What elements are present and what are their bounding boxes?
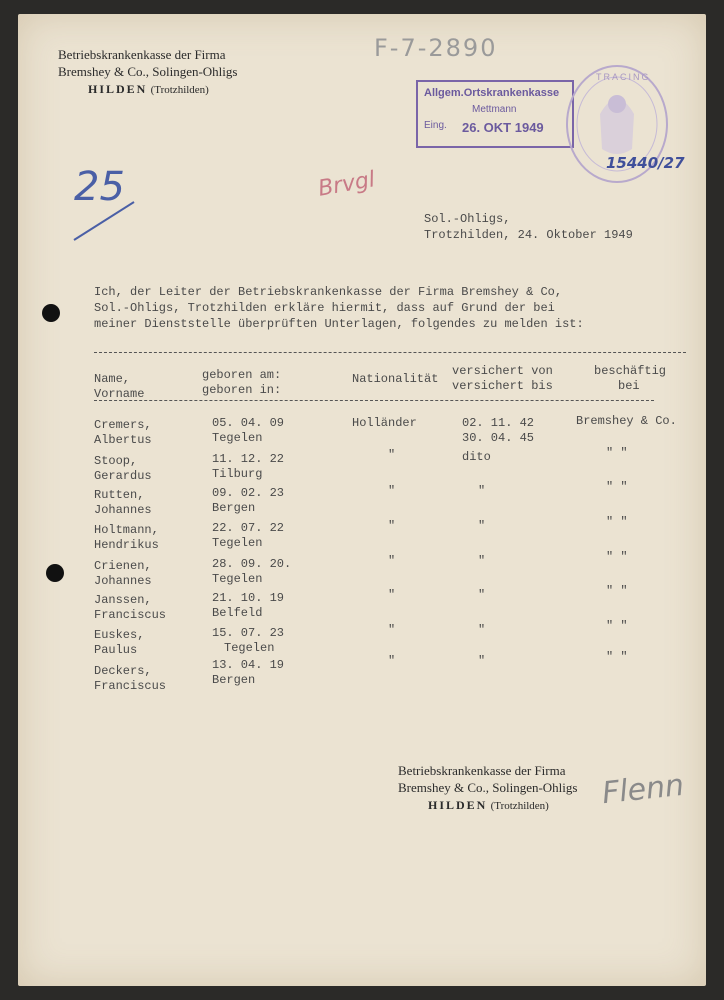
- document-page: [18, 14, 706, 986]
- firstname: Johannes: [94, 574, 152, 588]
- birth-info: [212, 416, 284, 446]
- insured-period: [462, 416, 534, 446]
- letterhead-city-sub: (Trotzhilden): [150, 84, 209, 96]
- letterhead-line3: [58, 80, 237, 99]
- body-text-line2: Sol.-Ohligs, Trotzhilden erkläre hiermit, dass auf Grund der bei: [94, 301, 555, 315]
- header-name-line2: Vorname: [94, 387, 145, 401]
- header-employed-line2: bei: [618, 379, 640, 393]
- closing-stamp-city: HILDEN: [428, 798, 488, 812]
- table-row: [94, 523, 159, 553]
- closing-stamp-line1: Betriebskrankenkasse der Firma: [398, 763, 566, 778]
- header-nationality: Nationalität: [352, 372, 439, 386]
- employer: " ": [606, 480, 628, 494]
- birth-place: Tegelen: [212, 572, 263, 586]
- place-line: Sol.-Ohligs,: [424, 212, 511, 226]
- firstname: Gerardus: [94, 469, 152, 483]
- table-row: [94, 454, 152, 484]
- firstname: Hendrikus: [94, 538, 159, 552]
- birth-place: Tegelen: [212, 536, 263, 550]
- nationality: Holländer: [352, 416, 417, 430]
- nationality: ": [388, 654, 396, 668]
- insured-from: ": [478, 654, 486, 668]
- header-name: [94, 372, 144, 402]
- received-stamp-eing: Eing.: [424, 120, 447, 131]
- birth-date: 05. 04. 09: [212, 416, 285, 430]
- birth-place: Tegelen: [224, 641, 275, 655]
- header-employed: [594, 364, 666, 394]
- header-born-line1: geboren am:: [202, 368, 282, 382]
- birth-info: [212, 626, 284, 656]
- surname: Deckers,: [94, 664, 152, 678]
- birth-date: 13. 04. 19: [212, 658, 285, 672]
- body-text-line3: meiner Dienststelle überprüften Unterlagen, folgendes zu melden ist:: [94, 317, 584, 331]
- surname: Cremers,: [94, 418, 152, 432]
- birth-date: 22. 07. 22: [212, 521, 285, 535]
- firstname: Albertus: [94, 433, 152, 447]
- signature: Flenn: [600, 767, 686, 812]
- insured-from: ": [478, 484, 486, 498]
- margin-note-stroke: [70, 196, 140, 246]
- surname: Rutten,: [94, 488, 145, 502]
- nationality: ": [388, 519, 396, 533]
- nationality: ": [388, 588, 396, 602]
- birth-date: 21. 10. 19: [212, 591, 285, 605]
- birth-place: Tilburg: [212, 467, 263, 481]
- received-stamp-place: Mettmann: [472, 104, 517, 115]
- birth-info: [212, 557, 291, 587]
- letterhead-line1: Betriebskrankenkasse der Firma: [58, 47, 226, 62]
- header-insured-line2: versichert bis: [452, 379, 553, 393]
- insured-from: ": [478, 623, 486, 637]
- header-insured: [452, 364, 553, 394]
- insured-from: 02. 11. 42: [462, 416, 535, 430]
- closing-stamp-city-sub: (Trotzhilden): [490, 800, 549, 812]
- birth-date: 15. 07. 23: [212, 626, 285, 640]
- header-employed-line1: beschäftig: [594, 364, 667, 378]
- birth-date: 28. 09. 20.: [212, 557, 292, 571]
- table-row: [94, 559, 152, 589]
- table-row: [94, 418, 152, 448]
- insured-from: ": [478, 588, 486, 602]
- insured-period: [462, 450, 491, 465]
- surname: Crienen,: [94, 559, 152, 573]
- closing-stamp-line2: Bremshey & Co., Solingen-Ohligs: [398, 780, 578, 795]
- birth-place: Belfeld: [212, 606, 263, 620]
- surname: Euskes,: [94, 628, 145, 642]
- red-scribble: Brvgl: [316, 167, 377, 202]
- employer: " ": [606, 446, 628, 460]
- body-text-line1: Ich, der Leiter der Betriebskrankenkasse der Firma Bremshey & Co,: [94, 285, 563, 299]
- margin-note-number: 25: [74, 164, 125, 210]
- employer: " ": [606, 650, 628, 664]
- nationality: ": [388, 484, 396, 498]
- birth-date: 09. 02. 23: [212, 486, 285, 500]
- insured-from: ": [478, 519, 486, 533]
- table-row: [94, 593, 166, 623]
- insured-from: ": [478, 554, 486, 568]
- punch-hole-top: [42, 304, 60, 322]
- seal-text: TRACING: [596, 72, 651, 82]
- employer: " ": [606, 584, 628, 598]
- birth-info: [212, 521, 284, 551]
- employer: Bremshey & Co.: [576, 414, 677, 428]
- header-born-line2: geboren in:: [202, 383, 282, 397]
- surname: Stoop,: [94, 454, 138, 468]
- seal-reference: 15440/27: [606, 154, 685, 172]
- surname: Holtmann,: [94, 523, 159, 537]
- date-line: Trotzhilden, 24. Oktober 1949: [424, 228, 633, 242]
- birth-info: [212, 452, 284, 482]
- archive-number: F-7-2890: [374, 34, 498, 62]
- employer: " ": [606, 619, 628, 633]
- punch-hole-bottom: [46, 564, 64, 582]
- birth-place: Tegelen: [212, 431, 263, 445]
- nationality: ": [388, 623, 396, 637]
- surname: Janssen,: [94, 593, 152, 607]
- birth-info: [212, 658, 284, 688]
- tracing-seal: [562, 64, 672, 194]
- nationality: ": [388, 554, 396, 568]
- letterhead-stamp: [58, 46, 237, 99]
- header-name-line1: Name,: [94, 372, 131, 386]
- birth-place: Bergen: [212, 501, 256, 515]
- received-stamp-date: 26. OKT 1949: [462, 120, 544, 135]
- table-top-rule: [94, 352, 686, 353]
- table-row: [94, 664, 166, 694]
- table-header-rule: [94, 400, 654, 401]
- received-stamp: [416, 80, 574, 148]
- birth-info: [212, 486, 284, 516]
- letterhead-city: HILDEN: [88, 82, 148, 96]
- header-born: [202, 368, 281, 398]
- employer: " ": [606, 550, 628, 564]
- insured-to: 30. 04. 45: [462, 431, 535, 445]
- letterhead-line2: Bremshey & Co., Solingen-Ohligs: [58, 64, 238, 79]
- table-row: [94, 488, 152, 518]
- birth-date: 11. 12. 22: [212, 452, 285, 466]
- closing-stamp: [398, 762, 577, 815]
- nationality: ": [388, 448, 396, 462]
- firstname: Franciscus: [94, 679, 167, 693]
- firstname: Franciscus: [94, 608, 167, 622]
- birth-place: Bergen: [212, 673, 256, 687]
- birth-info: [212, 591, 284, 621]
- table-row: [94, 628, 144, 658]
- received-stamp-office: Allgem.Ortskrankenkasse: [424, 87, 560, 99]
- employer: " ": [606, 515, 628, 529]
- firstname: Johannes: [94, 503, 152, 517]
- header-insured-line1: versichert von: [452, 364, 553, 378]
- firstname: Paulus: [94, 643, 138, 657]
- closing-stamp-line3: [398, 796, 577, 815]
- insured-from: dito: [462, 450, 491, 464]
